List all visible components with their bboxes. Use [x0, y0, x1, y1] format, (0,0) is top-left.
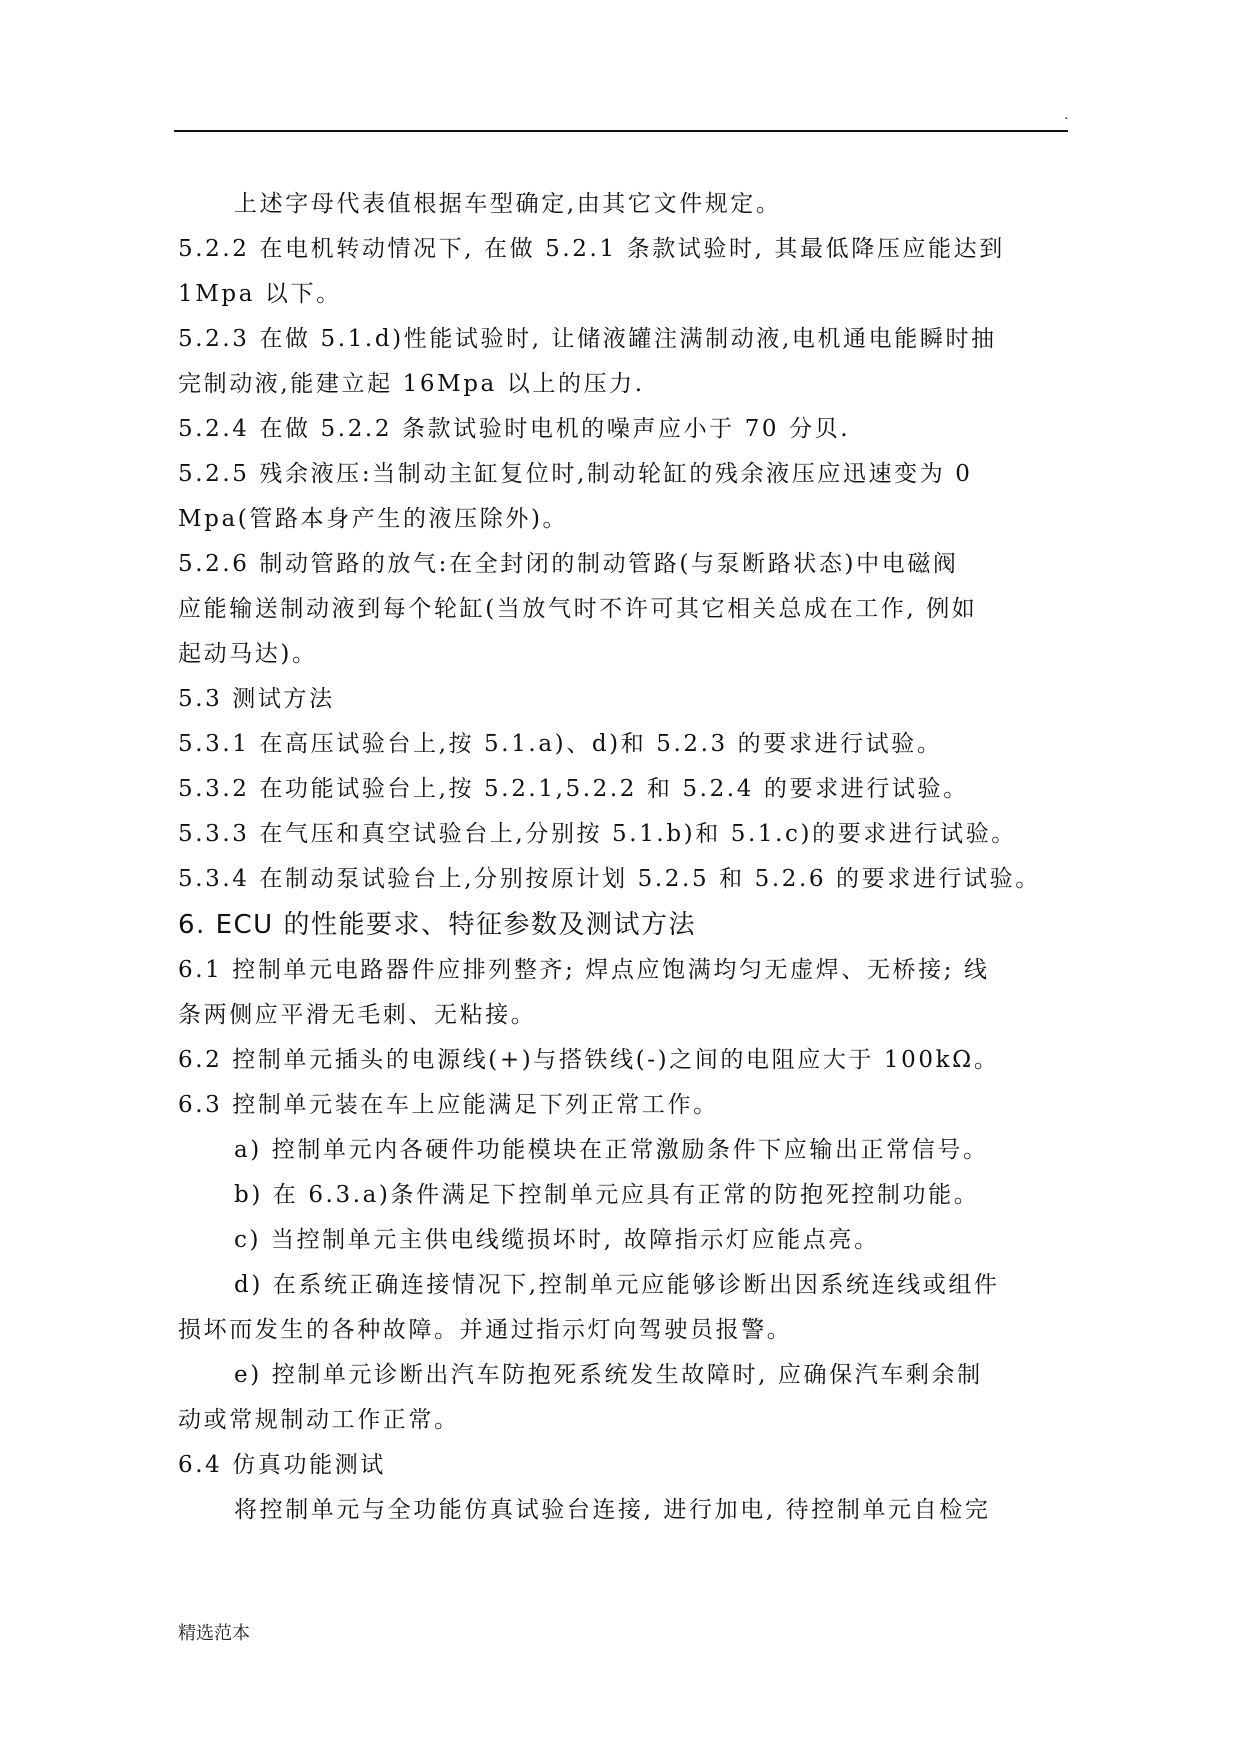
text-line: b) 在 6.3.a)条件满足下控制单元应具有正常的防抱死控制功能。 — [234, 1182, 980, 1208]
text-line: 5.3.2 在功能试验台上,按 5.2.1,5.2.2 和 5.2.4 的要求进行试验。 — [178, 776, 969, 802]
text-line: 6.3 控制单元装在车上应能满足下列正常工作。 — [178, 1092, 719, 1118]
text-line: 损坏而发生的各种故障。并通过指示灯向驾驶员报警。 — [178, 1317, 793, 1343]
text-line: 1Mpa 以下。 — [178, 281, 342, 307]
text-line: a) 控制单元内各硬件功能模块在正常激励条件下应输出正常信号。 — [234, 1137, 989, 1163]
text-line: 5.3 测试方法 — [178, 686, 335, 712]
text-line: 6.1 控制单元电路器件应排列整齐; 焊点应饱满均匀无虚焊、无桥接; 线 — [178, 957, 990, 983]
header-mark: . — [1064, 107, 1069, 123]
text-line: 上述字母代表值根据车型确定,由其它文件规定。 — [234, 191, 782, 217]
header-rule — [174, 130, 1068, 132]
text-line: 5.3.3 在气压和真空试验台上,分别按 5.1.b)和 5.1.c)的要求进行试验。 — [178, 821, 1017, 847]
text-line: 将控制单元与全功能仿真试验台连接, 进行加电, 待控制单元自检完 — [234, 1497, 991, 1523]
text-line: Mpa(管路本身产生的液压除外)。 — [178, 506, 569, 532]
footer-text: 精选范本 — [178, 1623, 250, 1644]
text-line: 6.4 仿真功能测试 — [178, 1452, 386, 1478]
text-line: c) 当控制单元主供电线缆损坏时, 故障指示灯应能点亮。 — [234, 1227, 880, 1253]
text-line: e) 控制单元诊断出汽车防抱死系统发生故障时, 应确保汽车剩余制 — [234, 1362, 983, 1388]
section-heading: 6. ECU 的性能要求、特征参数及测试方法 — [178, 910, 696, 940]
text-line: 5.2.5 残余液压:当制动主缸复位时,制动轮缸的残余液压应迅速变为 0 — [178, 461, 973, 487]
text-line: 完制动液,能建立起 16Mpa 以上的压力. — [178, 371, 645, 397]
text-line: 5.2.6 制动管路的放气:在全封闭的制动管路(与泵断路状态)中电磁阀 — [178, 551, 959, 577]
text-line: 条两侧应平滑无毛刺、无粘接。 — [178, 1002, 537, 1028]
text-line: 起动马达)。 — [178, 641, 318, 667]
text-line: d) 在系统正确连接情况下,控制单元应能够诊断出因系统连线或组件 — [234, 1272, 1000, 1298]
text-line: 5.3.1 在高压试验台上,按 5.1.a)、d)和 5.2.3 的要求进行试验。 — [178, 731, 943, 757]
text-line: 5.2.3 在做 5.1.d)性能试验时, 让储液罐注满制动液,电机通电能瞬时抽 — [178, 326, 997, 352]
text-line: 5.3.4 在制动泵试验台上,分别按原计划 5.2.5 和 5.2.6 的要求进行试验。 — [178, 866, 1041, 892]
text-line: 5.2.2 在电机转动情况下, 在做 5.2.1 条款试验时, 其最低降压应能达到 — [178, 236, 1005, 262]
document-body — [178, 182, 1064, 1533]
text-line: 6.2 控制单元插头的电源线(+)与搭铁线(-)之间的电阻应大于 100kΩ。 — [178, 1047, 1000, 1073]
text-line: 应能输送制动液到每个轮缸(当放气时不许可其它相关总成在工作, 例如 — [178, 596, 978, 622]
text-line: 动或常规制动工作正常。 — [178, 1407, 460, 1433]
text-line: 5.2.4 在做 5.2.2 条款试验时电机的噪声应小于 70 分贝. — [178, 416, 851, 442]
